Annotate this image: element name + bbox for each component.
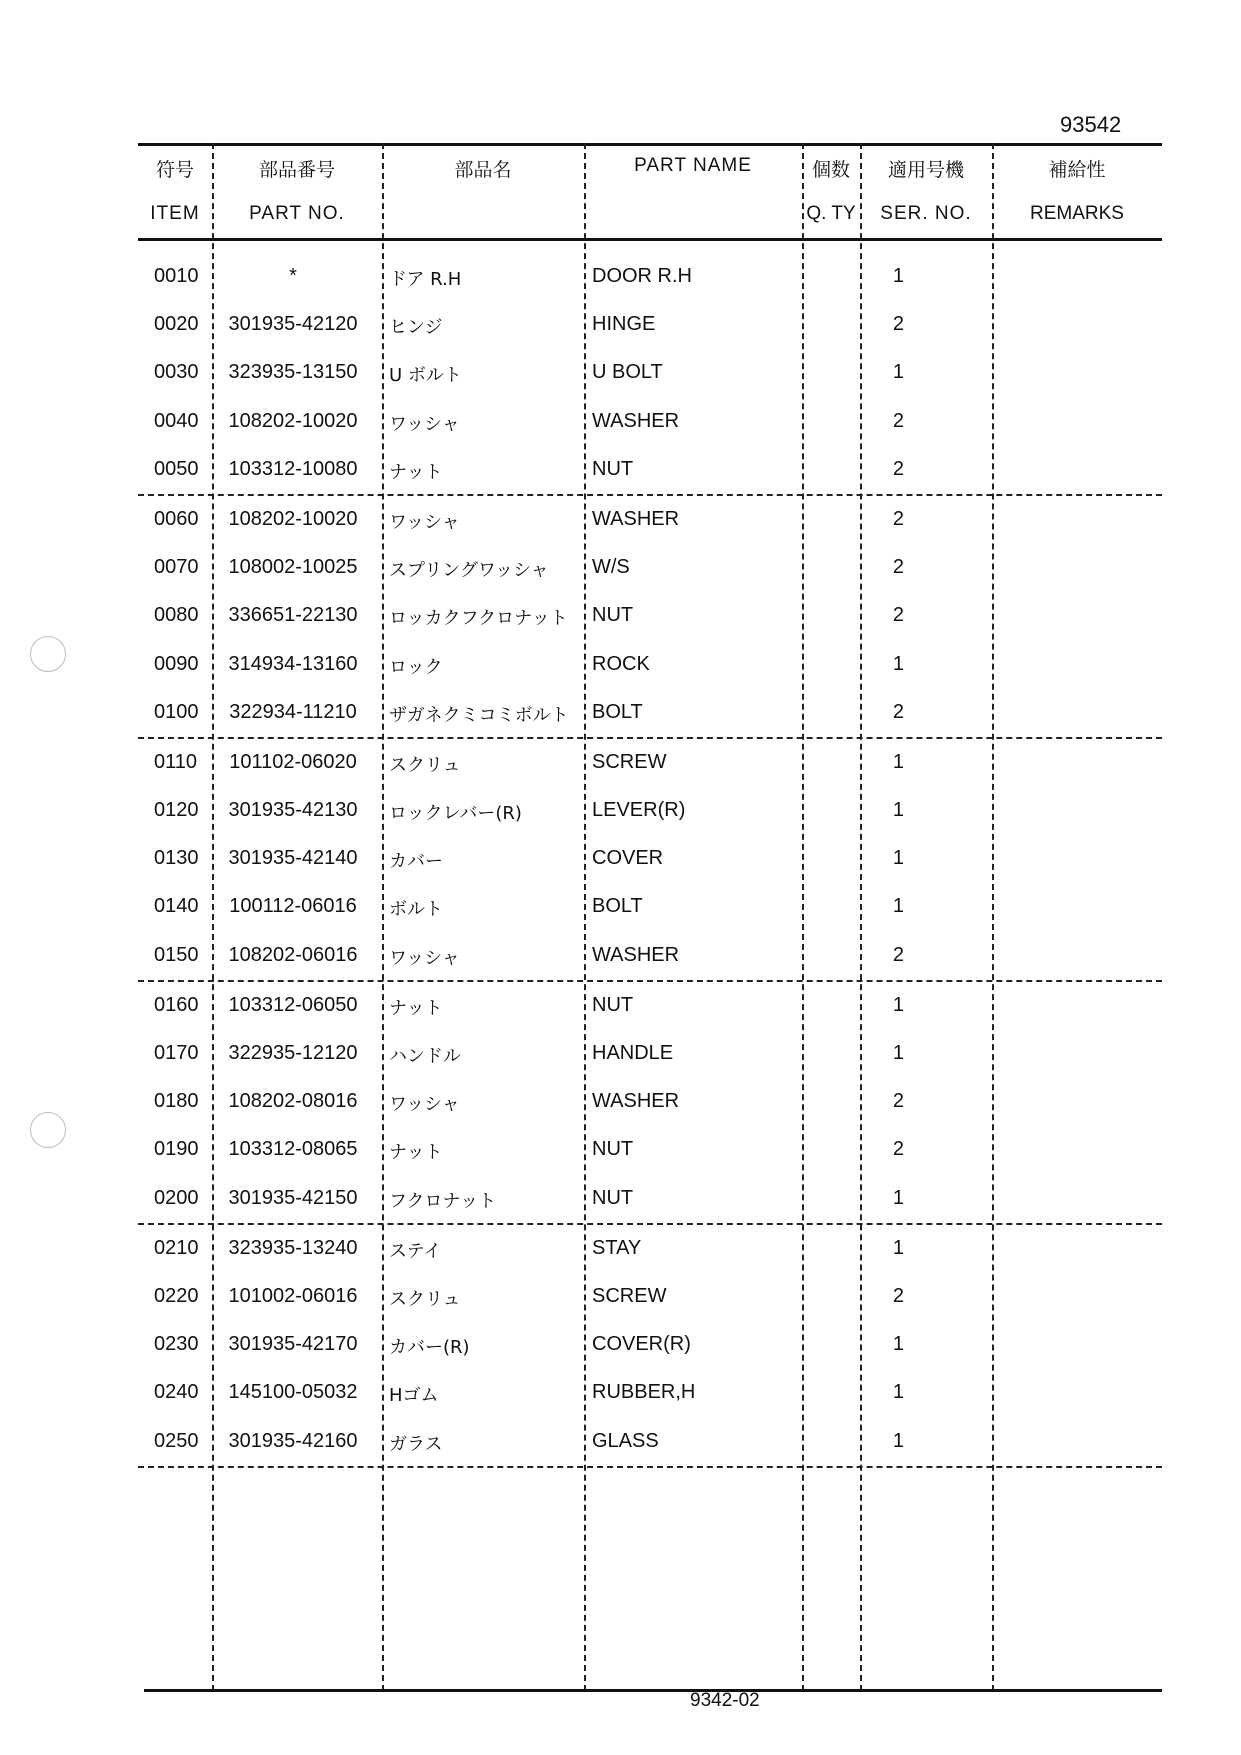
header-part-name-jp: 部品名 bbox=[454, 159, 512, 181]
table-row bbox=[138, 1273, 1162, 1321]
quantity: 1 bbox=[892, 1429, 904, 1452]
table-row bbox=[138, 1175, 1162, 1225]
table-body bbox=[138, 253, 1162, 1468]
binder-hole bbox=[30, 636, 66, 672]
part-number: 108002-10025 bbox=[228, 556, 358, 579]
table-row bbox=[138, 739, 1162, 787]
table-row bbox=[138, 1078, 1162, 1126]
item-number: 0110 bbox=[154, 750, 198, 773]
part-number: 323935-13150 bbox=[228, 361, 358, 384]
part-name-en: GLASS bbox=[592, 1429, 659, 1452]
quantity: 2 bbox=[892, 507, 904, 530]
part-number: * bbox=[289, 265, 297, 287]
part-name-en: SCREW bbox=[592, 1284, 667, 1307]
quantity: 2 bbox=[892, 943, 904, 966]
item-number: 0140 bbox=[154, 895, 199, 918]
part-number: 145100-05032 bbox=[228, 1381, 358, 1404]
part-number: 323935-13240 bbox=[228, 1236, 358, 1259]
header-remarks-jp: 補給性 bbox=[1048, 159, 1106, 181]
binder-hole bbox=[30, 1112, 66, 1148]
part-name-jp: カバー(R) bbox=[389, 1337, 470, 1359]
quantity: 1 bbox=[892, 652, 904, 675]
quantity: 1 bbox=[892, 1042, 904, 1064]
part-name-en: COVER(R) bbox=[592, 1333, 691, 1356]
part-name-en: NUT bbox=[592, 1186, 634, 1209]
part-name-en: ROCK bbox=[592, 652, 650, 675]
item-number: 0080 bbox=[154, 604, 199, 627]
table-row bbox=[138, 641, 1162, 689]
part-number: 108202-10020 bbox=[228, 507, 358, 530]
parts-table bbox=[138, 143, 1162, 1691]
table-row bbox=[138, 592, 1162, 640]
part-number: 301935-42130 bbox=[228, 799, 358, 822]
header-qty-jp: 個数 bbox=[811, 159, 850, 181]
part-name-en: HANDLE bbox=[592, 1042, 674, 1064]
item-number: 0180 bbox=[154, 1090, 199, 1113]
quantity: 1 bbox=[892, 1381, 904, 1404]
quantity: 1 bbox=[892, 1236, 904, 1259]
quantity: 1 bbox=[892, 1333, 904, 1356]
part-number: 301935-42170 bbox=[228, 1333, 358, 1356]
part-name-en: STAY bbox=[592, 1236, 642, 1259]
item-number: 0250 bbox=[154, 1429, 199, 1452]
part-name-en: COVER bbox=[592, 847, 664, 870]
quantity: 1 bbox=[892, 361, 904, 384]
item-number: 0010 bbox=[154, 265, 199, 287]
part-name-en: NUT bbox=[592, 993, 634, 1016]
part-name-en: HINGE bbox=[592, 313, 656, 336]
part-number: 301935-42140 bbox=[228, 847, 358, 870]
table-row bbox=[138, 1369, 1162, 1417]
quantity: 2 bbox=[892, 313, 904, 336]
part-name-jp: ハンドル bbox=[389, 1046, 461, 1067]
part-number: 301935-42160 bbox=[228, 1429, 358, 1452]
table-row bbox=[138, 835, 1162, 883]
header-item-jp: 符号 bbox=[155, 159, 194, 181]
table-row bbox=[138, 689, 1162, 739]
quantity: 2 bbox=[892, 457, 904, 480]
part-number: 322934-11210 bbox=[229, 700, 357, 723]
part-name-en: DOOR R.H bbox=[592, 265, 692, 287]
quantity: 1 bbox=[892, 799, 904, 822]
table-row bbox=[138, 496, 1162, 544]
table-row bbox=[138, 349, 1162, 397]
quantity: 1 bbox=[892, 265, 904, 287]
table-row bbox=[138, 446, 1162, 496]
item-number: 0160 bbox=[154, 993, 199, 1016]
table-row bbox=[138, 1030, 1162, 1078]
item-number: 0130 bbox=[154, 847, 199, 870]
part-name-en: BOLT bbox=[592, 700, 643, 723]
part-name-jp: ドア R.H bbox=[389, 269, 462, 290]
quantity: 1 bbox=[892, 750, 904, 773]
item-number: 0100 bbox=[154, 700, 199, 723]
quantity: 2 bbox=[892, 700, 904, 723]
table-row bbox=[138, 398, 1162, 446]
header-remarks-en: REMARKS bbox=[1030, 203, 1124, 224]
part-name-jp: U ボルト bbox=[389, 365, 462, 387]
header-ser-no-jp: 適用号機 bbox=[887, 159, 964, 181]
quantity: 2 bbox=[892, 409, 904, 432]
header-qty-en: Q. TY bbox=[806, 203, 856, 224]
part-name-en: WASHER bbox=[592, 1090, 680, 1113]
item-number: 0120 bbox=[154, 799, 199, 822]
table-row bbox=[138, 883, 1162, 931]
item-number: 0020 bbox=[154, 313, 199, 336]
part-number: 108202-08016 bbox=[228, 1090, 358, 1113]
part-name-jp: ステイ bbox=[389, 1240, 442, 1262]
header-item-en: ITEM bbox=[150, 203, 200, 224]
part-name-jp: ナット bbox=[389, 997, 443, 1019]
part-name-jp: スクリュ bbox=[389, 1288, 461, 1310]
part-name-jp: ロック bbox=[389, 656, 443, 678]
part-name-jp: ロッカクフクロナット bbox=[389, 608, 568, 630]
part-name-en: WASHER bbox=[592, 943, 680, 966]
part-name-en: LEVER(R) bbox=[592, 799, 686, 822]
header-ser-no-en: SER. NO. bbox=[880, 203, 972, 224]
part-name-jp: ナット bbox=[389, 461, 443, 483]
part-name-en: NUT bbox=[592, 604, 634, 627]
part-number: 301935-42150 bbox=[228, 1186, 358, 1209]
header-part-no-en: PART NO. bbox=[249, 203, 345, 224]
quantity: 2 bbox=[892, 1284, 904, 1307]
item-number: 0060 bbox=[154, 507, 199, 530]
part-name-jp: カバー bbox=[389, 851, 443, 873]
item-number: 0040 bbox=[154, 409, 199, 432]
part-number: 100112-06016 bbox=[229, 895, 357, 918]
item-number: 0240 bbox=[154, 1381, 199, 1404]
part-name-jp: ヒンジ bbox=[389, 317, 443, 339]
part-name-jp: スプリングワッシャ bbox=[389, 560, 549, 582]
part-name-en: SCREW bbox=[592, 750, 667, 773]
part-name-jp: フクロナット bbox=[389, 1190, 497, 1212]
table-top-rule bbox=[138, 143, 1162, 146]
table-row bbox=[138, 1321, 1162, 1369]
part-number: 101102-06020 bbox=[229, 750, 357, 773]
item-number: 0190 bbox=[154, 1138, 199, 1161]
item-number: 0090 bbox=[154, 652, 199, 675]
table-row bbox=[138, 1126, 1162, 1174]
part-name-jp: Hゴム bbox=[389, 1385, 439, 1407]
part-number: 103312-08065 bbox=[228, 1138, 358, 1161]
table-row bbox=[138, 1225, 1162, 1273]
quantity: 1 bbox=[892, 847, 904, 870]
quantity: 2 bbox=[892, 1138, 904, 1161]
table-row bbox=[138, 982, 1162, 1030]
table-row bbox=[138, 301, 1162, 349]
part-name-en: WASHER bbox=[592, 507, 680, 530]
item-number: 0050 bbox=[154, 457, 199, 480]
part-name-en: U BOLT bbox=[592, 361, 663, 384]
item-number: 0150 bbox=[154, 943, 199, 966]
part-name-jp: ガラス bbox=[389, 1433, 443, 1455]
header-part-name-en: PART NAME bbox=[634, 155, 752, 176]
part-name-en: WASHER bbox=[592, 409, 680, 432]
part-name-jp: ワッシャ bbox=[389, 1094, 460, 1116]
quantity: 2 bbox=[892, 1090, 904, 1113]
part-number: 108202-06016 bbox=[228, 943, 358, 966]
item-number: 0220 bbox=[154, 1284, 199, 1307]
part-name-jp: ワッシャ bbox=[389, 947, 460, 969]
part-number: 301935-42120 bbox=[228, 313, 358, 336]
item-number: 0030 bbox=[154, 361, 199, 384]
item-number: 0200 bbox=[154, 1186, 199, 1209]
quantity: 1 bbox=[892, 993, 904, 1016]
item-number: 0210 bbox=[154, 1236, 199, 1259]
part-name-jp: スクリュ bbox=[389, 754, 461, 776]
part-number: 103312-06050 bbox=[228, 993, 358, 1016]
part-name-jp: ワッシャ bbox=[389, 511, 460, 533]
quantity: 2 bbox=[892, 556, 904, 579]
table-row bbox=[138, 932, 1162, 982]
table-row bbox=[138, 544, 1162, 592]
part-name-jp: ボルト bbox=[389, 899, 443, 921]
header-bottom-rule bbox=[138, 238, 1162, 241]
part-number: 103312-10080 bbox=[228, 457, 358, 480]
part-number: 108202-10020 bbox=[228, 409, 358, 432]
part-name-jp: ザガネクミコミボルト bbox=[389, 704, 569, 726]
part-name-en: NUT bbox=[592, 457, 634, 480]
part-number: 336651-22130 bbox=[228, 604, 358, 627]
table-row bbox=[138, 787, 1162, 835]
part-name-en: W/S bbox=[592, 556, 630, 579]
table-bottom-rule bbox=[144, 1689, 1162, 1692]
part-name-en: BOLT bbox=[592, 895, 643, 918]
footer-code: 9342-02 bbox=[690, 1690, 760, 1711]
item-number: 0230 bbox=[154, 1333, 199, 1356]
table-row bbox=[138, 253, 1162, 301]
part-number: 322935-12120 bbox=[228, 1042, 358, 1064]
table-row bbox=[138, 1418, 1162, 1468]
part-name-jp: ナット bbox=[389, 1142, 443, 1164]
part-number: 101002-06016 bbox=[228, 1284, 358, 1307]
quantity: 1 bbox=[892, 1186, 904, 1209]
quantity: 1 bbox=[892, 895, 904, 918]
part-name-en: RUBBER,H bbox=[592, 1381, 696, 1404]
quantity: 2 bbox=[892, 604, 904, 627]
part-name-en: NUT bbox=[592, 1138, 634, 1161]
item-number: 0170 bbox=[154, 1042, 199, 1064]
item-number: 0070 bbox=[154, 556, 199, 579]
page-number: 93542 bbox=[1060, 112, 1122, 137]
part-name-jp: ロックレバー(R) bbox=[389, 803, 522, 825]
part-name-jp: ワッシャ bbox=[389, 413, 460, 435]
header-part-no-jp: 部品番号 bbox=[258, 159, 335, 181]
part-number: 314934-13160 bbox=[228, 652, 358, 675]
